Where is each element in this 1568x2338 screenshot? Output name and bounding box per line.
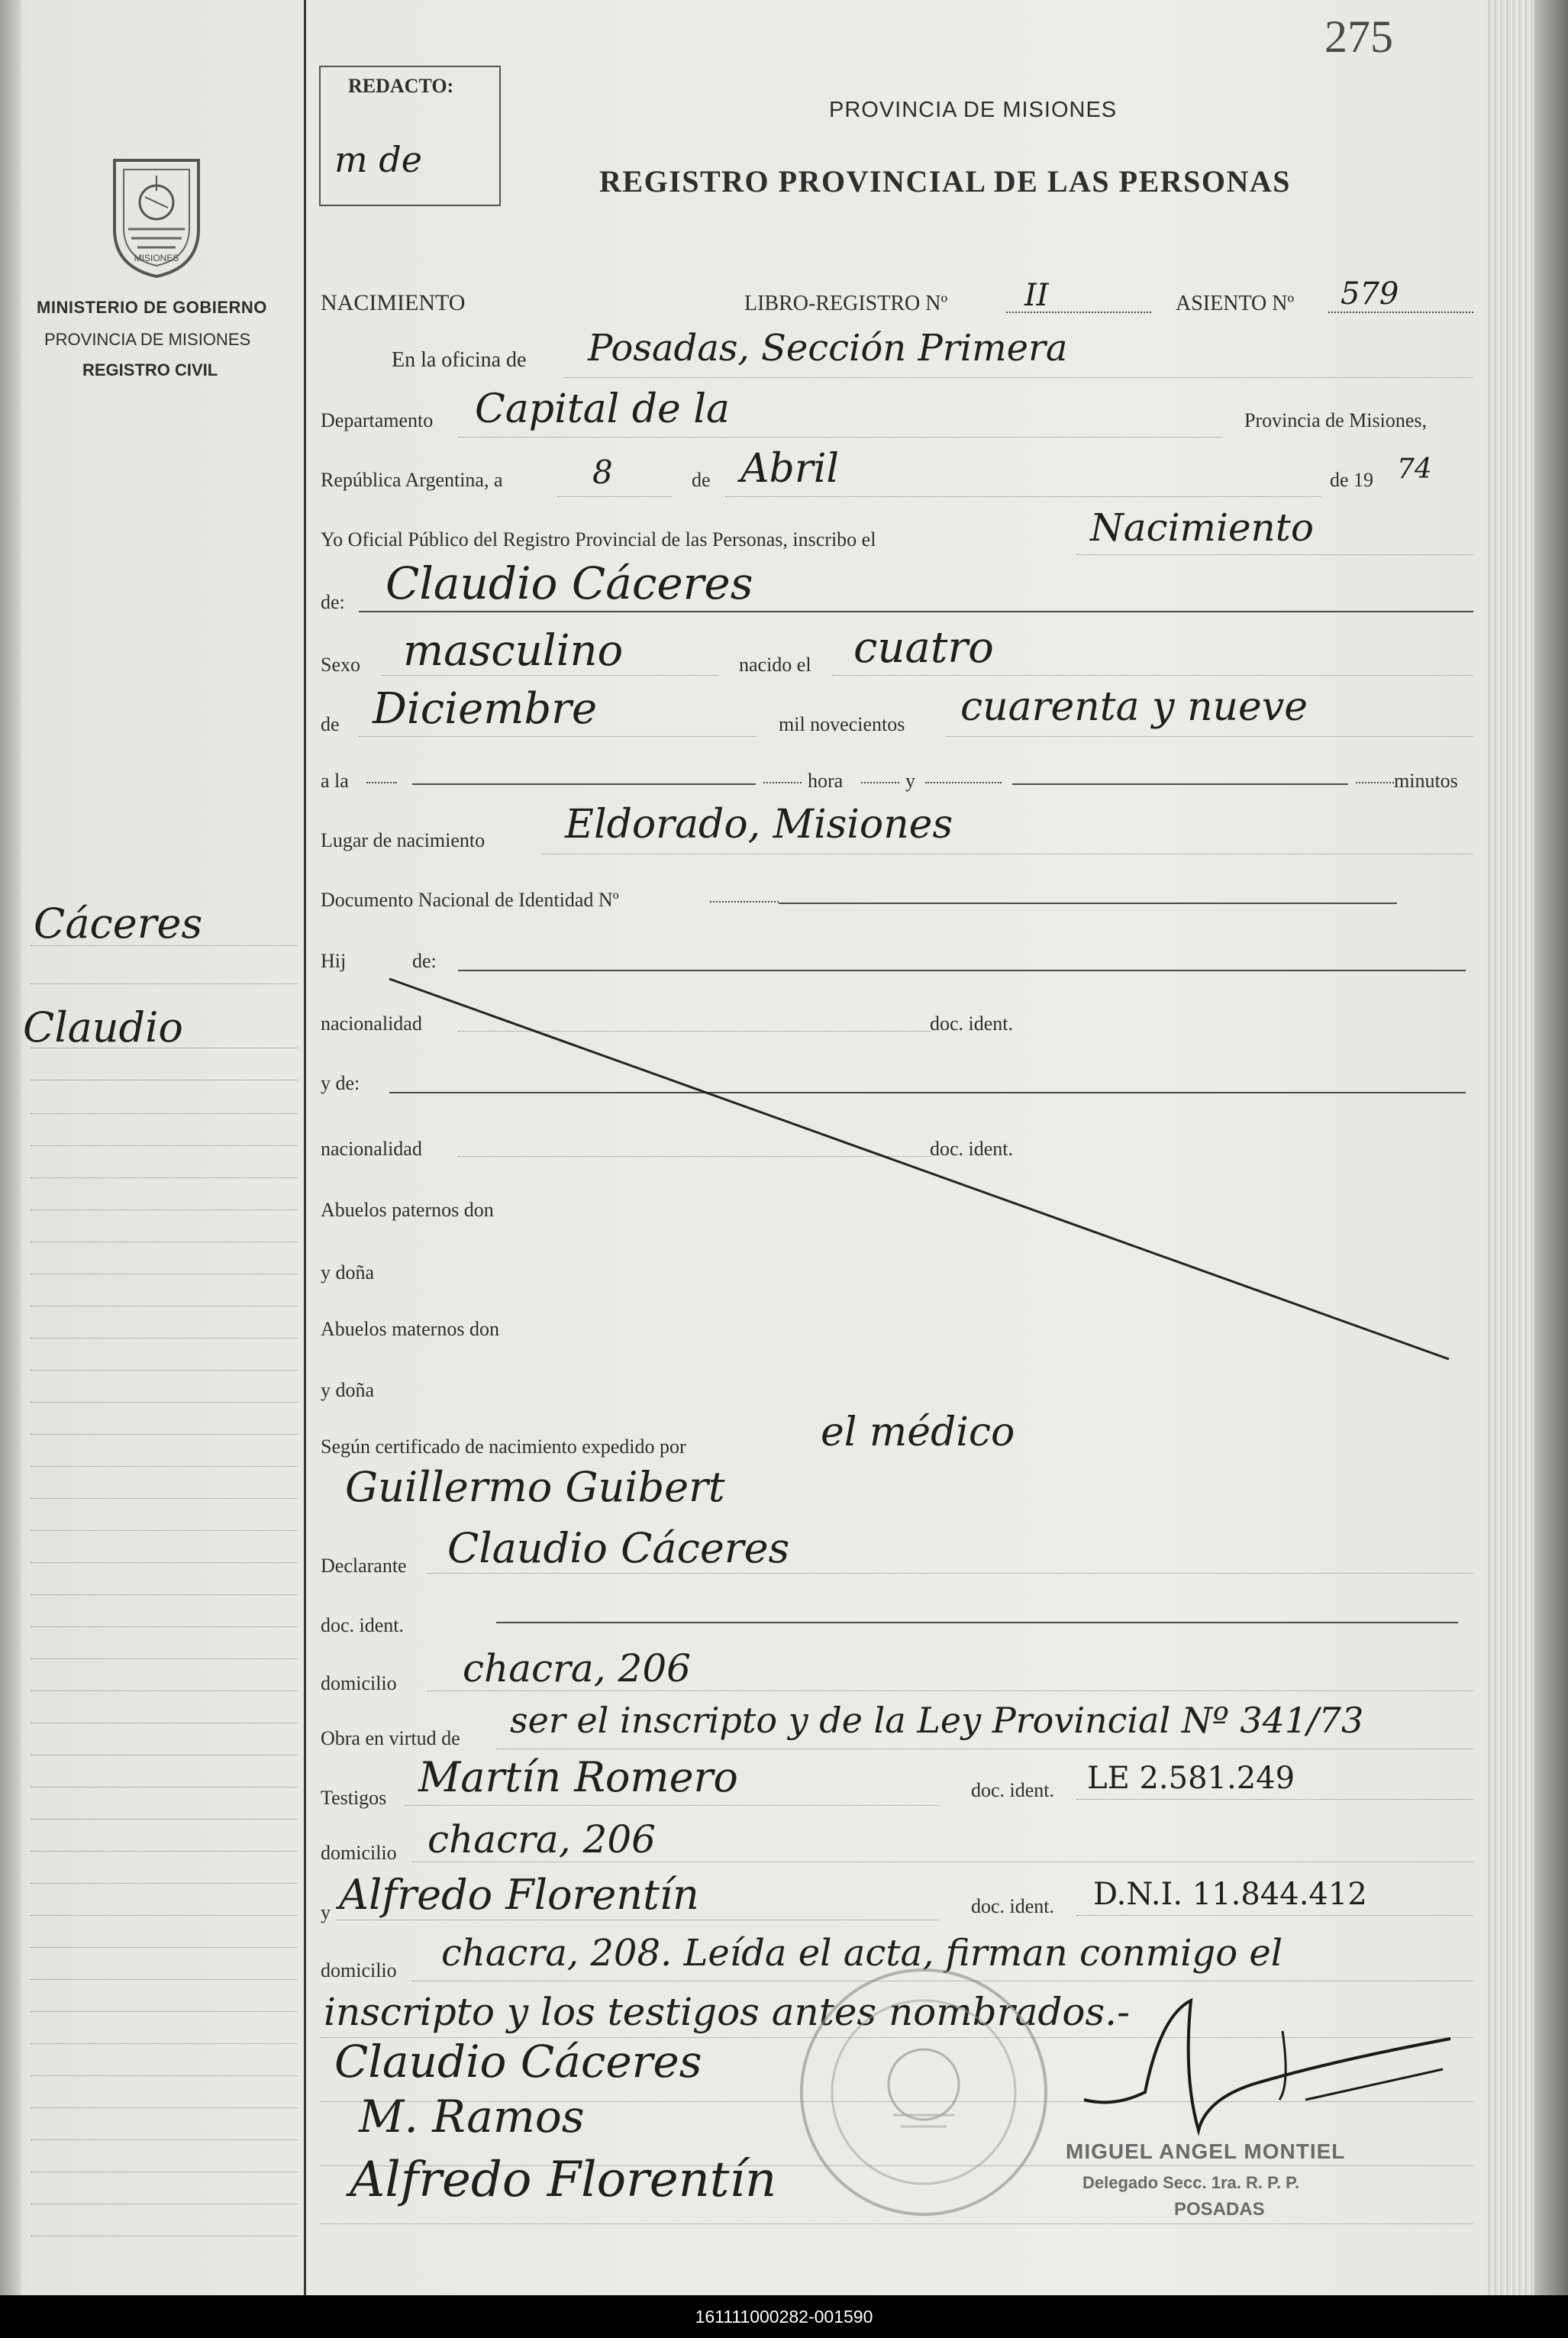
nombre-label: de: xyxy=(321,591,345,613)
signature-testigo2: Alfredo Florentín xyxy=(350,2152,777,2208)
margin-given-name: Claudio xyxy=(23,1003,183,1051)
coat-of-arms-seal-icon xyxy=(92,145,221,283)
asiento-label: ASIENTO Nº xyxy=(1176,292,1295,315)
testigo1-doc: LE 2.581.249 xyxy=(1087,1761,1295,1796)
docident2-label: doc. ident. xyxy=(930,1138,1014,1160)
official-role: Delegado Secc. 1ra. R. P. P. xyxy=(1082,2173,1300,2192)
certificado-value: el médico xyxy=(821,1410,1015,1455)
departamento-label: Departamento xyxy=(321,409,434,431)
anio-label: de 19 xyxy=(1330,469,1374,491)
certificado-label: Según certificado de nacimiento expedido por xyxy=(321,1435,686,1458)
nacionalidad1-label: nacionalidad xyxy=(321,1012,422,1035)
book-edge-shadow xyxy=(1534,0,1568,2295)
redacto-box xyxy=(319,66,501,206)
domicilio1-label: domicilio xyxy=(321,1672,397,1694)
domicilio2-value: chacra, 206 xyxy=(427,1817,656,1862)
y-label: y xyxy=(905,770,915,792)
margin-column xyxy=(0,0,304,2295)
hora-label: hora xyxy=(808,770,844,792)
redacto-label: REDACTO: xyxy=(348,75,454,97)
oficina-value: Posadas, Sección Primera xyxy=(588,327,1068,370)
domicilio1-value: chacra, 206 xyxy=(463,1646,691,1691)
domicilio3-value: chacra, 208. Leída el acta, firman conmigo el xyxy=(441,1932,1283,1975)
y-dona1-label: y doña xyxy=(321,1261,375,1284)
domicilio3-label: domicilio xyxy=(321,1959,397,1981)
libro-label: LIBRO-REGISTRO Nº xyxy=(744,292,948,315)
official-name: MIGUEL ANGEL MONTIEL xyxy=(1066,2139,1346,2163)
testigo2-value: Alfredo Florentín xyxy=(339,1871,699,1919)
hij-label: Hij xyxy=(321,950,347,972)
nacido-value: cuatro xyxy=(853,623,994,673)
page-number: 275 xyxy=(1324,11,1393,62)
abuelos-paternos-label: Abuelos paternos don xyxy=(321,1199,494,1221)
oficina-label: En la oficina de xyxy=(392,348,527,372)
redacto-initials: m de xyxy=(334,139,422,180)
departamento-value: Capital de la xyxy=(475,386,730,432)
dia-value: 8 xyxy=(592,454,613,491)
continuation-value: inscripto y los testigos antes nombrados.- xyxy=(324,1990,1130,2034)
mil-label: mil novecientos xyxy=(779,713,905,735)
province-label: PROVINCIA DE MISIONES xyxy=(44,330,251,349)
lugar-value: Eldorado, Misiones xyxy=(565,802,953,848)
obra-label: Obra en virtud de xyxy=(321,1727,460,1749)
signature-testigo1: M. Ramos xyxy=(359,2091,585,2143)
republica-label: República Argentina, a xyxy=(321,469,503,491)
nombre-value: Claudio Cáceres xyxy=(386,557,753,609)
declarante-value: Claudio Cáceres xyxy=(447,1524,790,1572)
margin-surname: Cáceres xyxy=(34,899,203,948)
dni-label: Documento Nacional de Identidad Nº xyxy=(321,889,619,911)
official-seal-stamp-icon xyxy=(794,1962,1053,2222)
de-mes-label: de xyxy=(321,713,340,735)
docident5-label: doc. ident. xyxy=(971,1895,1055,1917)
sexo-value: masculino xyxy=(403,626,624,676)
testigo2-doc: D.N.I. 11.844.412 xyxy=(1093,1877,1367,1912)
abuelos-maternos-label: Abuelos maternos don xyxy=(321,1318,499,1340)
record-type: NACIMIENTO xyxy=(321,290,466,315)
declarante-label: Declarante xyxy=(321,1555,407,1577)
header-province: PROVINCIA DE MISIONES xyxy=(829,98,1118,122)
inscribo-value: Nacimiento xyxy=(1090,505,1314,550)
header-title: REGISTRO PROVINCIAL DE LAS PERSONAS xyxy=(599,164,1292,199)
provincia-suffix: Provincia de Misiones, xyxy=(1244,409,1428,431)
medico-value: Guillermo Guibert xyxy=(345,1463,725,1511)
yo-oficial-text: Yo Oficial Público del Registro Provincial de las Personas, inscribo el xyxy=(321,528,876,551)
y-de-label: y de: xyxy=(321,1072,360,1094)
minutos-label: minutos xyxy=(1394,770,1458,792)
nacido-label: nacido el xyxy=(739,654,811,676)
anio-value: 74 xyxy=(1397,454,1432,485)
mes-nac-value: Diciembre xyxy=(373,684,598,734)
lugar-label: Lugar de nacimiento xyxy=(321,829,486,851)
de-label: de xyxy=(692,469,711,491)
y-dona2-label: y doña xyxy=(321,1379,375,1401)
nacionalidad2-label: nacionalidad xyxy=(321,1138,422,1160)
domicilio2-label: domicilio xyxy=(321,1842,397,1864)
asiento-value: 579 xyxy=(1341,276,1399,312)
libro-value: II xyxy=(1024,278,1049,313)
official-city: POSADAS xyxy=(1174,2199,1265,2220)
signature-declarante: Claudio Cáceres xyxy=(334,2036,702,2088)
sexo-label: Sexo xyxy=(321,654,360,676)
image-code-footer: 161111000282-001590 xyxy=(0,2295,1568,2338)
svg-text:MISIONES: MISIONES xyxy=(134,253,179,263)
obra-value: ser el inscripto y de la Ley Provincial Nº 341/73 xyxy=(510,1700,1364,1741)
docident3-label: doc. ident. xyxy=(321,1614,405,1636)
y-testigo-label: y xyxy=(321,1901,331,1923)
testigo1-value: Martín Romero xyxy=(418,1753,738,1801)
hij-de-label: de: xyxy=(412,950,437,972)
margin-divider xyxy=(304,0,306,2295)
registry-label: REGISTRO CIVIL xyxy=(82,360,218,379)
mes-value: Abril xyxy=(740,446,839,492)
ministry-label: MINISTERIO DE GOBIERNO xyxy=(37,298,267,317)
testigos-label: Testigos xyxy=(321,1787,387,1809)
a-la-label: a la xyxy=(321,770,349,792)
cancellation-line xyxy=(382,962,1466,1367)
docident4-label: doc. ident. xyxy=(971,1779,1055,1801)
docident1-label: doc. ident. xyxy=(930,1012,1014,1035)
anio-nac-value: cuarenta y nueve xyxy=(960,684,1308,730)
